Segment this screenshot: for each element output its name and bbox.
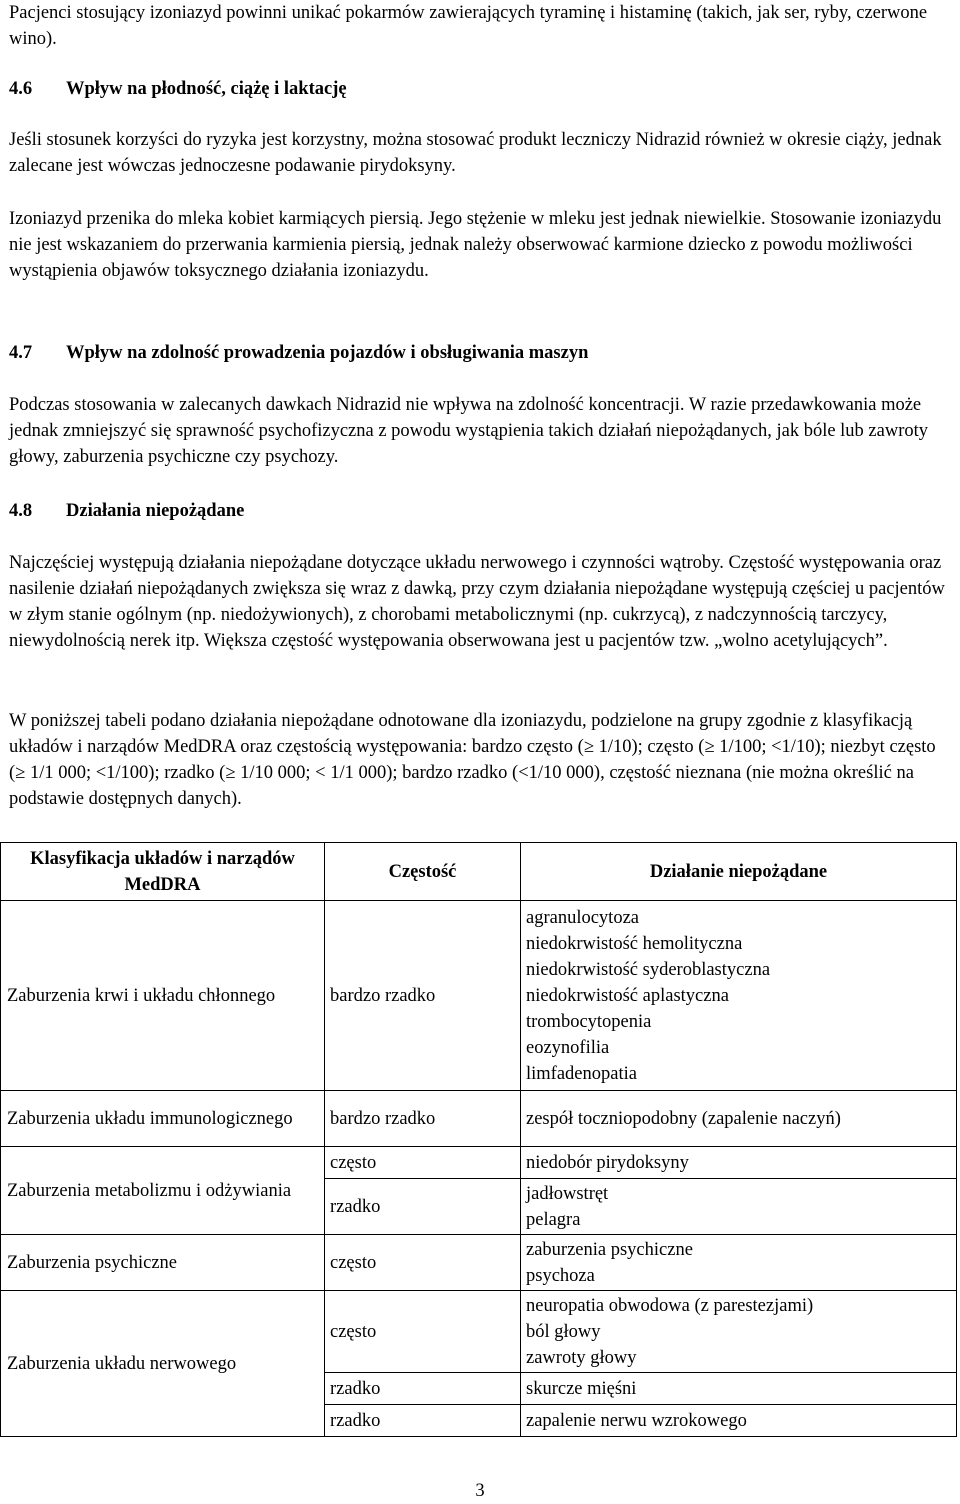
effect-item: pelagra <box>526 1209 581 1230</box>
effect-item: trombocytopenia <box>526 1011 652 1032</box>
soc-cell: Zaburzenia krwi i układu chłonnego <box>1 901 325 1091</box>
section-number: 4.7 <box>9 343 33 363</box>
effect-item: niedokrwistość aplastyczna <box>526 985 729 1006</box>
effect-cell: zespół toczniopodobny (zapalenie naczyń) <box>521 1091 957 1147</box>
intro-paragraph: Pacjenci stosujący izoniazyd powinni unikać pokarmów zawierających tyraminę i histaminę (takich, jak ser, ryby, czerwone wino). <box>9 3 928 49</box>
effect-cell <box>521 1291 957 1373</box>
effect-cell <box>521 901 957 1091</box>
soc-cell: Zaburzenia układu immunologicznego <box>1 1091 325 1147</box>
frequency-cell: często <box>325 1235 521 1291</box>
frequency-cell: bardzo rzadko <box>325 1091 521 1147</box>
effect-cell <box>521 1235 957 1291</box>
frequency-cell: często <box>325 1147 521 1179</box>
header-effect: Działanie niepożądane <box>521 843 957 901</box>
effect-item: psychoza <box>526 1265 595 1286</box>
table-header-row <box>1 843 957 901</box>
soc-cell: Zaburzenia układu nerwowego <box>1 1291 325 1437</box>
header-frequency: Częstość <box>325 843 521 901</box>
table-row <box>1 1291 957 1373</box>
soc-cell: Zaburzenia psychiczne <box>1 1235 325 1291</box>
section-heading-4-7 <box>9 340 588 366</box>
paragraph: Podczas stosowania w zalecanych dawkach Nidrazid nie wpływa na zdolność koncentracji. W razie przedawkowania może jednak zmniejszyć się sprawność psychofizyczna z powodu wystąpienia takich działań niepożądanych, jak bóle lub zawroty głowy, zaburzenia psychiczne czy psychozy. <box>9 395 929 467</box>
table-row <box>1 1147 957 1179</box>
section-heading-4-6 <box>9 76 347 102</box>
effect-item: skurcze mięśni <box>526 1378 637 1399</box>
frequency-cell: bardzo rzadko <box>325 901 521 1091</box>
effect-item: niedokrwistość hemolityczna <box>526 933 743 954</box>
paragraph: Jeśli stosunek korzyści do ryzyka jest korzystny, można stosować produkt leczniczy Nidrazid również w okresie ciąży, jednak zalecane jest wówczas jednoczesne podawanie pirydoksyny. <box>9 130 942 176</box>
effect-item: jadłowstręt <box>526 1183 609 1204</box>
table-row <box>1 1235 957 1291</box>
effect-cell <box>521 1405 957 1437</box>
header-soc: Klasyfikacja układów i narządów MedDRA <box>1 843 325 901</box>
paragraph: Najczęściej występują działania niepożądane dotyczące układu nerwowego i czynności wątroby. Częstość występowania oraz nasilenie działań niepożądanych zwiększa się wraz z dawką, przy czym działania niepożądane występują częściej u pacjentów w złym stanie ogólnym (np. niedożywionych), z chorobami metabolicznymi (np. cukrzycą), z nadczynnością tarczycy, niewydolnością nerek itp. Większa częstość występowania obserwowana jest u pacjentów tzw. „wolno acetylujących”. <box>9 553 945 651</box>
section-number: 4.8 <box>9 501 33 521</box>
page-number: 3 <box>475 1481 485 1501</box>
section-number: 4.6 <box>9 79 33 99</box>
soc-cell: Zaburzenia metabolizmu i odżywiania <box>1 1147 325 1235</box>
effect-cell <box>521 1147 957 1179</box>
effect-item: zawroty głowy <box>526 1347 637 1368</box>
effect-item: agranulocytoza <box>526 907 639 928</box>
table-row <box>1 1091 957 1147</box>
adverse-effects-table <box>0 842 957 1437</box>
effect-item: eozynofilia <box>526 1037 610 1058</box>
frequency-cell: rzadko <box>325 1373 521 1405</box>
section-heading-4-8 <box>9 498 244 524</box>
effect-cell <box>521 1179 957 1235</box>
section-title: Wpływ na płodność, ciążę i laktację <box>66 79 347 99</box>
effect-item: niedobór pirydoksyny <box>526 1152 689 1173</box>
paragraph: Izoniazyd przenika do mleka kobiet karmiących piersią. Jego stężenie w mleku jest jednak niewielkie. Stosowanie izoniazydu nie jest wskazaniem do przerwania karmienia piersią, jednak należy obserwować karmione dziecko z powodu możliwości wystąpienia objawów toksycznego działania izoniazydu. <box>9 209 942 281</box>
frequency-cell: rzadko <box>325 1405 521 1437</box>
effect-cell <box>521 1373 957 1405</box>
effect-item: niedokrwistość syderoblastyczna <box>526 959 771 980</box>
effect-item: zaburzenia psychiczne <box>526 1239 693 1260</box>
section-title: Działania niepożądane <box>66 501 245 521</box>
effect-item: limfadenopatia <box>526 1063 637 1084</box>
paragraph: W poniższej tabeli podano działania niepożądane odnotowane dla izoniazydu, podzielone na grupy zgodnie z klasyfikacją układów i narządów MedDRA oraz częstością występowania: bardzo często (≥ 1/10); często (≥ 1/100; <1/10); niezbyt często (≥ 1/1 000; <1/100); rzadko (≥ 1/10 000; < 1/1 000); bardzo rzadko (<1/10 000), częstość nieznana (nie można określić na podstawie dostępnych danych). <box>9 711 936 809</box>
effect-item: zapalenie nerwu wzrokowego <box>526 1410 747 1431</box>
effect-item: ból głowy <box>526 1321 601 1342</box>
section-title: Wpływ na zdolność prowadzenia pojazdów i obsługiwania maszyn <box>66 343 589 363</box>
frequency-cell: rzadko <box>325 1179 521 1235</box>
effect-item: neuropatia obwodowa (z parestezjami) <box>526 1295 814 1316</box>
frequency-cell: często <box>325 1291 521 1373</box>
table-row <box>1 901 957 1091</box>
